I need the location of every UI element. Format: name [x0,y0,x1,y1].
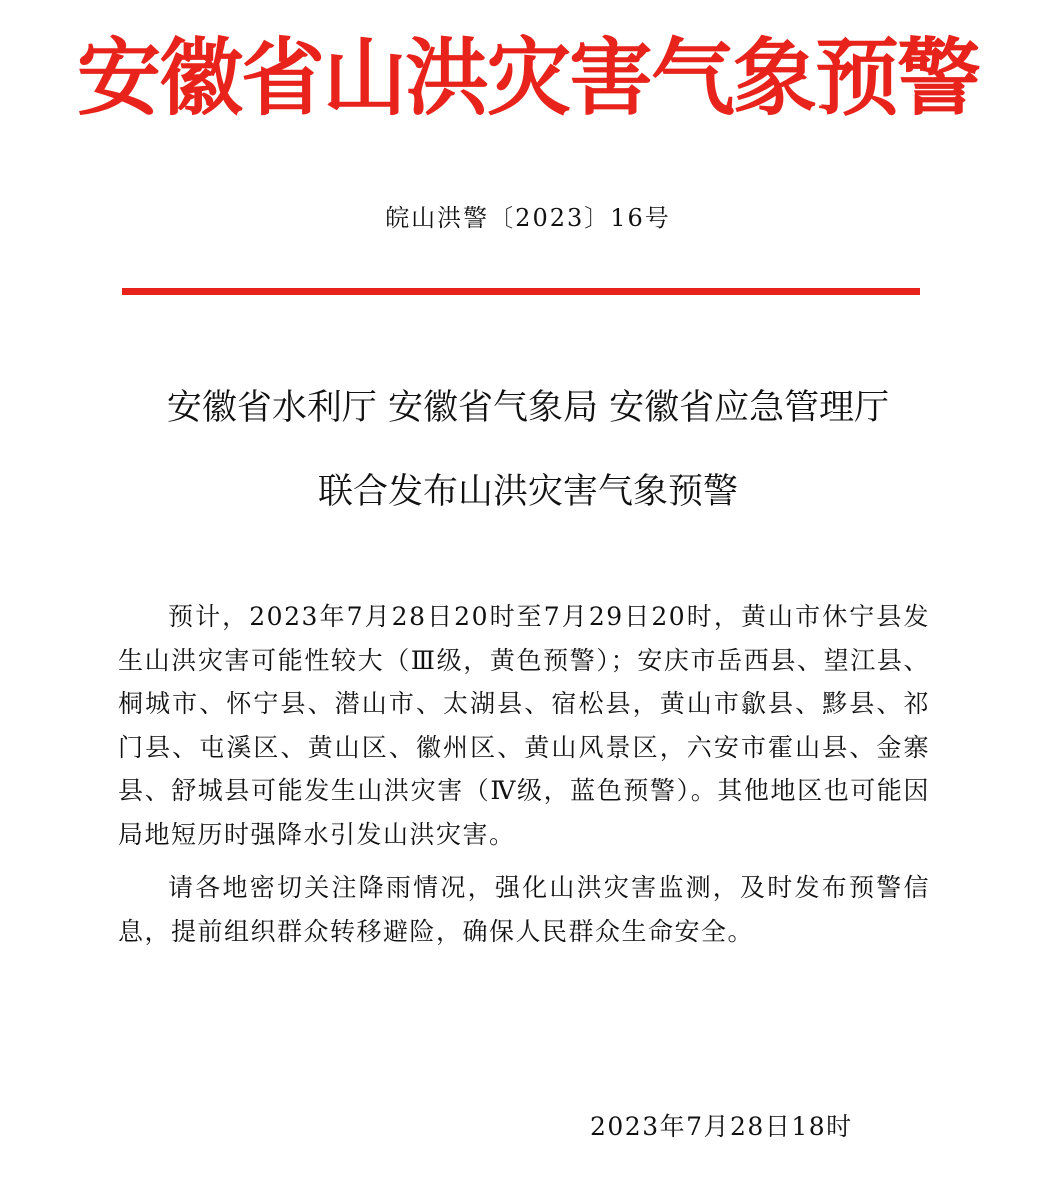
issue-date: 2023年7月28日18时 [590,1112,853,1141]
instruction-paragraph: 请各地密切关注降雨情况，强化山洪灾害监测，及时发布预警信息，提前组织群众转移避险，确保人民群众生命安全。 [118,873,930,946]
document-number: 皖山洪警〔2023〕16号 [385,204,671,232]
masthead-title: 安徽省山洪灾害气象预警 [76,29,979,127]
warning-title: 联合发布山洪灾害气象预警 [317,472,738,512]
red-divider [122,288,920,295]
forecast-paragraph: 预计，2023年7月28日20时至7月29日20时，黄山市休宁县发生山洪灾害可能性较大（Ⅲ级，黄色预警）；安庆市岳西县、望江县、桐城市、怀宁县、潜山市、太湖县、宿松县，黄山市歙县、黟县、祁门县、屯溪区、黄山区、徽州区、黄山风景区，六安市霍山县、金寨县、舒城县可能发生山洪灾害（Ⅳ级，蓝色预警）。其他地区也可能因局地短历时强降水引发山洪灾害。 [118,602,930,849]
issuing-agencies-title: 安徽省水利厅 安徽省气象局 安徽省应急管理厅 [166,388,890,428]
